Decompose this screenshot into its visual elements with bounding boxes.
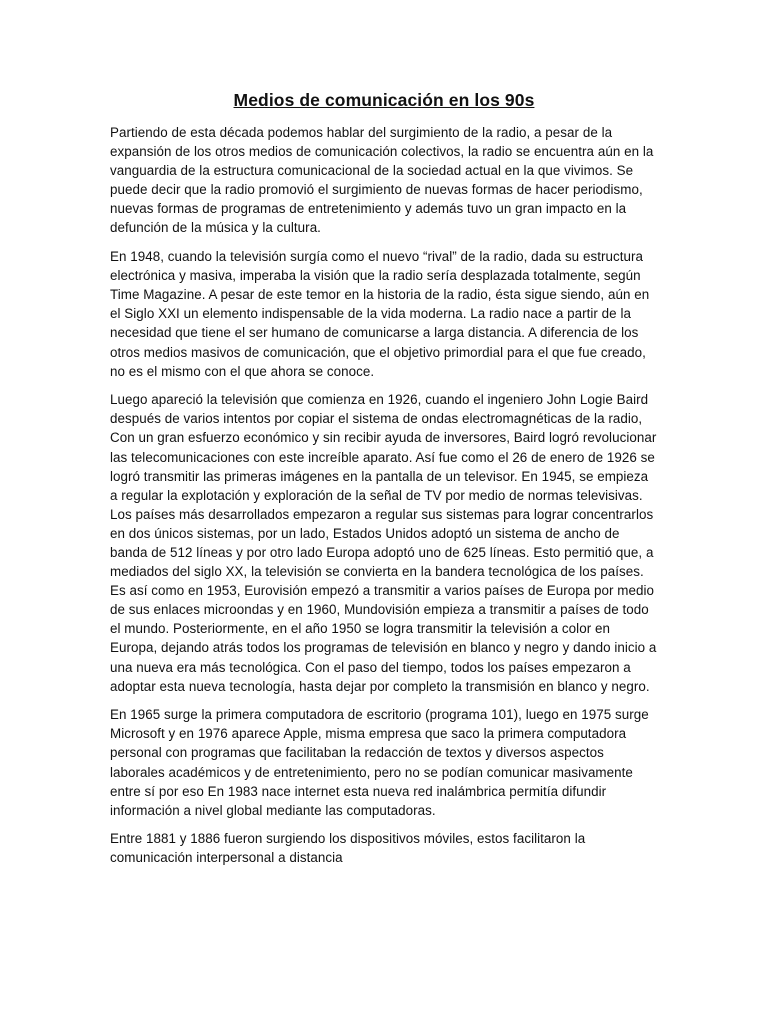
- paragraph-television-history: Luego apareció la televisión que comienza en 1926, cuando el ingeniero John Logie Baird después de varios intentos por copiar el sistema de ondas electromagnéticas de la radio, Con un gran esfuerzo económico y sin recibir ayuda de inversores, Baird logró revolucionar las telecomunicaciones con este increíble aparato. Así fue como el 26 de enero de 1926 se logró transmitir las primeras imágenes en la pantalla de un televisor. En 1945, se empieza a regular la explotación y exploración de la señal de TV por medio de normas televisivas. Los países más desarrollados empezaron a regular sus sistemas para lograr concentrarlos en dos únicos sistemas, por un lado, Estados Unidos adoptó un sistema de ancho de banda de 512 líneas y por otro lado Europa adoptó uno de 625 líneas. Esto permitió que, a mediados del siglo XX, la televisión se convierta en la bandera tecnológica de los países. Es así como en 1953, Eurovisión empezó a transmitir a varios países de Europa por medio de sus enlaces microondas y en 1960, Mundovisión empieza a transmitir a países de todo el mundo. Posteriormente, en el año 1950 se logra transmitir la televisión a color en Europa, dejando atrás todos los programas de televisión en blanco y negro y dando inicio a una nueva era más tecnológica. Con el paso del tiempo, todos los países empezaron a adoptar esta nueva tecnología, hasta dejar por completo la transmisión en blanco y negro.: [110, 392, 657, 694]
- paragraph-computers: En 1965 surge la primera computadora de escritorio (programa 101), luego en 1975 surge Microsoft y en 1976 aparece Apple, misma empresa que saco la primera computadora personal con programas que facilitaban la redacción de textos y diversos aspectos laborales académicos y de entretenimiento, pero no se podían comunicar masivamente entre sí por eso En 1983 nace internet esta nueva red inalámbrica permitía difundir información a nivel global mediante las computadoras.: [110, 707, 649, 818]
- paragraph-radio: Partiendo de esta década podemos hablar del surgimiento de la radio, a pesar de la expansión de los otros medios de comunicación colectivos, la radio se encuentra aún en la vanguardia de la estructura comunicacional de la sociedad actual en la que vivimos. Se puede decir que la radio promovió el surgimiento de nuevas formas de hacer periodismo, nuevas formas de programas de entretenimiento y además tuvo un gran impacto en la defunción de la música y la cultura.: [110, 125, 654, 236]
- paragraph-television-1948: En 1948, cuando la televisión surgía como el nuevo “rival” de la radio, dada su estructura electrónica y masiva, imperaba la visión que la radio sería desplazada totalmente, según Time Magazine. A pesar de este temor en la historia de la radio, ésta sigue siendo, aún en el Siglo XXI un elemento indispensable de la vida moderna. La radio nace a partir de la necesidad que tiene el ser humano de comunicarse a larga distancia. A diferencia de los otros medios masivos de comunicación, que el objetivo primordial para el que fue creado, no es el mismo con el que ahora se conoce.: [110, 249, 650, 379]
- paragraph-mobile-devices: Entre 1881 y 1886 fueron surgiendo los dispositivos móviles, estos facilitaron la comunicación interpersonal a distancia: [110, 831, 586, 866]
- document-page: [110, 88, 658, 877]
- document-title: Medios de comunicación en los 90s: [233, 90, 535, 110]
